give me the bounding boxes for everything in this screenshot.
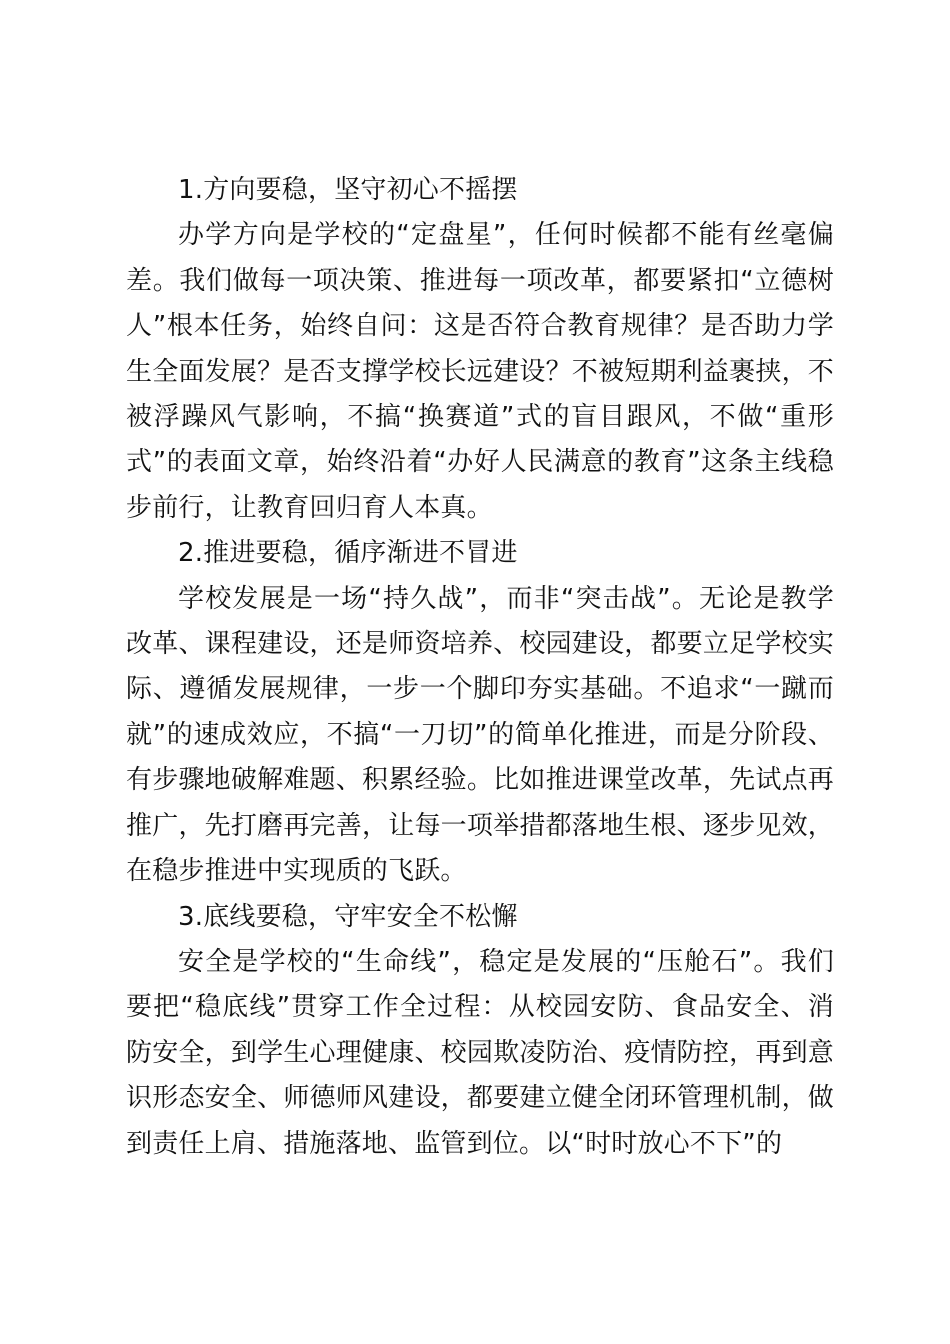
section-heading-2: 2.推进要稳，循序渐进不冒进 (178, 538, 518, 569)
section-heading-1: 1.方向要稳，坚守初心不摇摆 (178, 175, 518, 205)
document-body (126, 168, 834, 1167)
section-heading-3: 3.底线要稳，守牢安全不松懈 (178, 901, 518, 932)
section-paragraph-2: 学校发展是一场“持久战”，而非“突击战”。无论是教学改革、课程建设，还是师资培养、校园建设，都要立足学校实际、遵循发展规律，一步一个脚印夯实基础。不追求“一蹴而就”的速成效应，不搞“一刀切”的简单化推进，而是分阶段、有步骤地破解难题、积累经验。比如推进课堂改革，先试点再推广，先打磨再完善，让每一项举措都落地生根、逐步见效，在稳步推进中实现质的飞跃。 (126, 583, 834, 887)
section-paragraph-3: 安全是学校的“生命线”，稳定是发展的“压舱石”。我们要把“稳底线”贯穿工作全过程：从校园安防、食品安全、消防安全，到学生心理健康、校园欺凌防治、疫情防控，再到意识形态安全、师德师风建设，都要建立健全闭环管理机制，做到责任上肩、措施落地、监管到位。以“时时放心不下”的 (126, 946, 834, 1159)
section-paragraph-1: 办学方向是学校的“定盘星”，任何时候都不能有丝毫偏差。我们做每一项决策、推进每一项改革，都要紧扣“立德树人”根本任务，始终自问：这是否符合教育规律？是否助力学生全面发展？是否支撑学校长远建设？不被短期利益裹挟，不被浮躁风气影响，不搞“换赛道”式的盲目跟风，不做“重形式”的表面文章，始终沿着“办好人民满意的教育”这条主线稳步前行，让教育回归育人本真。 (126, 220, 834, 523)
